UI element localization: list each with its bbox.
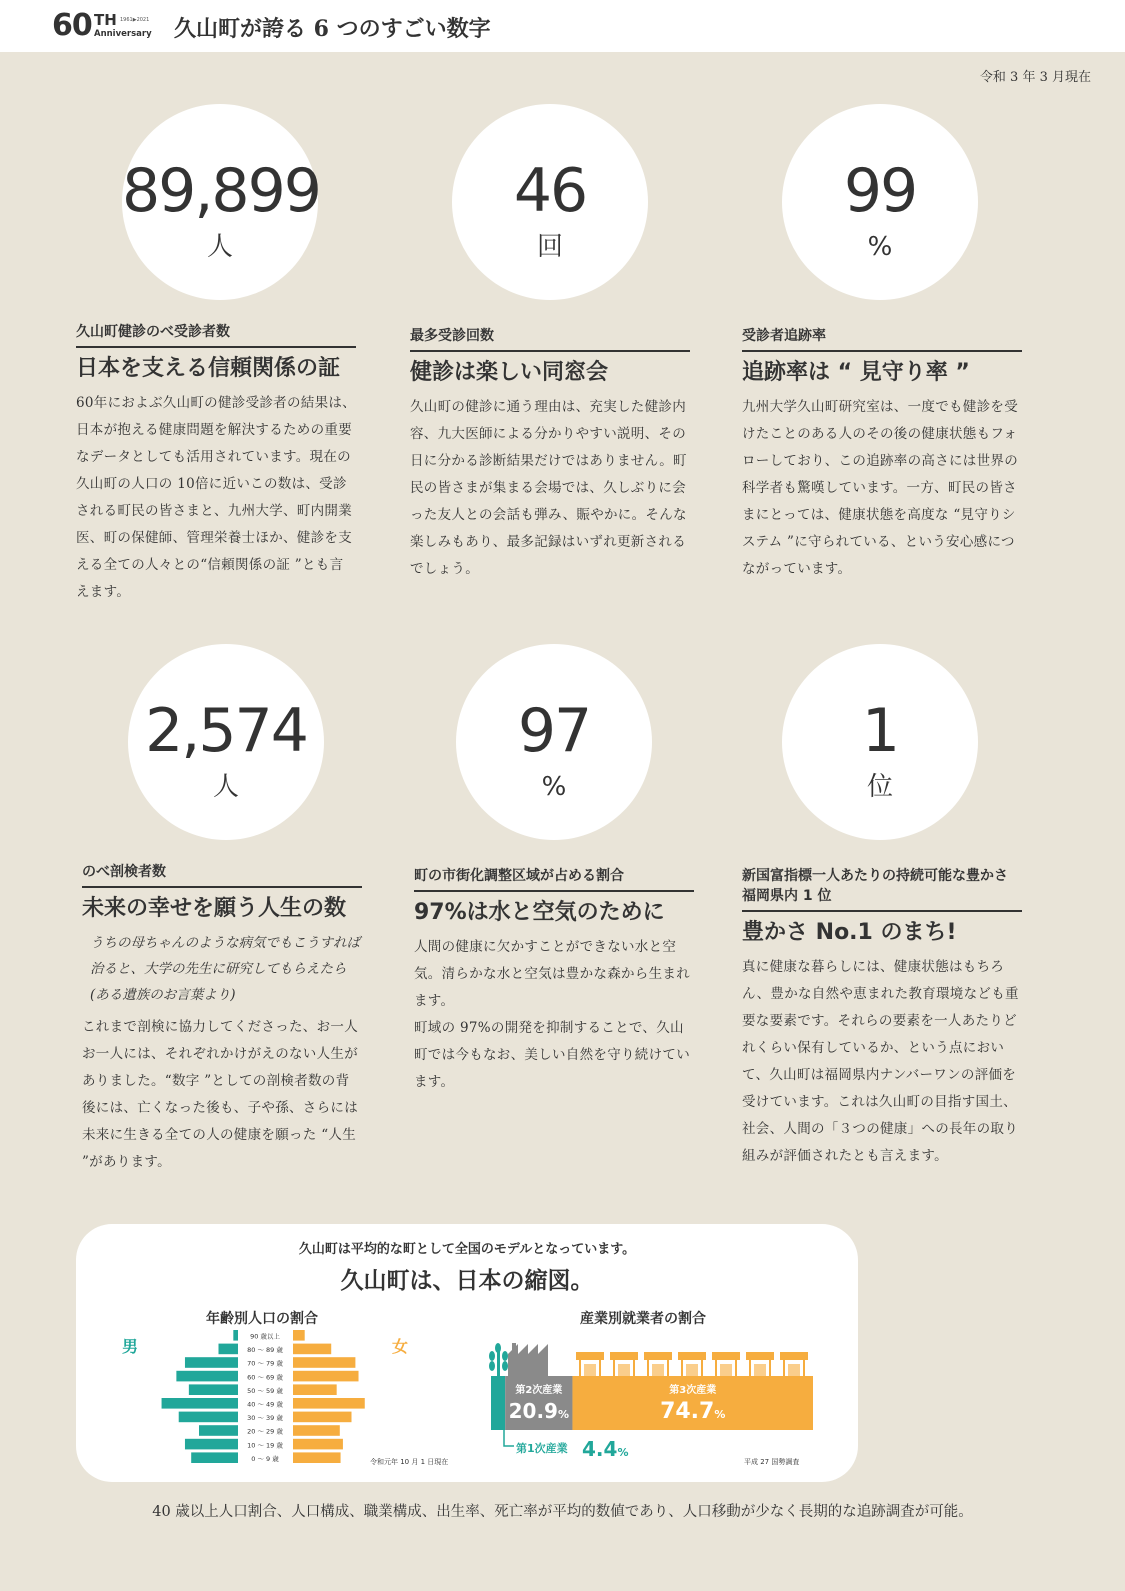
pyramid-bar-female xyxy=(293,1425,340,1436)
stat-number: 2,574 xyxy=(145,696,307,766)
logo-th: TH xyxy=(94,11,117,29)
pyramid-age-label: 70 ～ 79 歳 xyxy=(247,1359,283,1368)
shop-window xyxy=(720,1364,732,1376)
shop-awning xyxy=(746,1352,774,1360)
stat-unit: 人 xyxy=(212,772,239,802)
pyramid-age-label: 90 歳以上 xyxy=(250,1332,280,1341)
logo-anniversary: Anniversary xyxy=(94,29,152,39)
shop-awning xyxy=(712,1352,740,1360)
legend-male: 男 xyxy=(122,1337,139,1356)
logo-number: 60 xyxy=(52,8,92,43)
stat-article-3 xyxy=(742,326,1022,583)
stat-article-4 xyxy=(82,862,362,1176)
industry-unit: % xyxy=(557,1408,570,1421)
population-pyramid xyxy=(122,1330,448,1466)
shop-pillar xyxy=(579,1360,581,1376)
industry-segment-label: 第2次産業 xyxy=(515,1385,563,1396)
stat-circle-3 xyxy=(782,104,978,300)
page-header xyxy=(0,0,1125,52)
shop-pillar xyxy=(701,1360,703,1376)
stat-label: 町の市街化調整区域が占める割合 xyxy=(414,866,694,892)
stat-unit: % xyxy=(867,232,893,262)
stat-circle-2 xyxy=(452,104,648,300)
industry-unit: % xyxy=(617,1446,629,1459)
stat-article-5 xyxy=(414,866,694,1096)
logo-years: 1961▶2021 xyxy=(120,17,150,23)
pyramid-age-label: 30 ～ 39 歳 xyxy=(247,1414,283,1423)
shop-awning xyxy=(610,1352,638,1360)
shop-awning xyxy=(576,1352,604,1360)
factory-icon xyxy=(508,1343,548,1376)
shop-pillar xyxy=(647,1360,649,1376)
industry-segment-label: 第3次産業 xyxy=(669,1385,717,1396)
pyramid-bar-female xyxy=(293,1398,365,1409)
page-title: 久山町が誇る 6 つのすごい数字 xyxy=(174,16,491,42)
shop-pillar xyxy=(715,1360,717,1376)
pyramid-bar-female xyxy=(293,1357,355,1368)
stat-number: 99 xyxy=(843,156,917,226)
pyramid-age-label: 50 ～ 59 歳 xyxy=(247,1386,283,1395)
legend-female: 女 xyxy=(392,1337,409,1356)
industry-segment-value: 20.9% xyxy=(508,1399,570,1423)
shop-icons xyxy=(576,1352,808,1376)
stat-label: 新国富指標一人あたりの持続可能な豊かさ 福岡県内 1 位 xyxy=(742,866,1022,912)
shop-pillar xyxy=(667,1360,669,1376)
pyramid-age-label: 80 ～ 89 歳 xyxy=(247,1346,283,1355)
stat-body: 真に健康な暮らしには、健康状態はもちろん、豊かな自然や恵まれた教育環境なども重要な要素です。それらの要素を一人あたりどれくらい保有しているか、という点において、久山町は福岡県内ナンバーワンの評価を受けています。これは久山町の目指す国土、社会、人間の「３つの健康」への長年の取り組みが評価されたとも言えます。 xyxy=(742,959,1019,1164)
stat-body: 人間の健康に欠かすことができない水と空気。清らかな水と空気は豊かな森から生まれます。 町域の 97%の開発を抑制することで、久山町では今もなお、美しい自然を守り続けています。 xyxy=(414,939,690,1090)
shop-pillar xyxy=(803,1360,805,1376)
stat-article-6 xyxy=(742,866,1022,1170)
pyramid-bar-female xyxy=(293,1344,331,1355)
pyramid-title: 年齢別人口の割合 xyxy=(206,1311,318,1327)
stat-article-2 xyxy=(410,326,690,583)
stat-number: 97 xyxy=(517,696,591,766)
industry-first-label: 第1次産業 xyxy=(516,1442,568,1455)
industry-title: 産業別就業者の割合 xyxy=(580,1311,706,1327)
shop-pillar xyxy=(769,1360,771,1376)
pyramid-age-label: 20 ～ 29 歳 xyxy=(247,1427,283,1436)
stat-circle-4 xyxy=(128,644,324,840)
pyramid-age-label: 10 ～ 19 歳 xyxy=(247,1441,283,1450)
stat-number: 1 xyxy=(861,696,899,766)
wheat-icon xyxy=(489,1343,508,1376)
stat-heading: 97%は水と空気のために xyxy=(414,900,665,925)
shop-pillar xyxy=(613,1360,615,1376)
pyramid-bar-male xyxy=(189,1384,238,1395)
pyramid-bar-female xyxy=(293,1412,352,1423)
shop-awning xyxy=(780,1352,808,1360)
shop-window xyxy=(788,1364,800,1376)
stat-heading: 豊かさ No.1 のまち! xyxy=(742,920,957,945)
stat-body: 九州大学久山町研究室は、一度でも健診を受けたことのある人のその後の健康状態もフォローしており、この追跡率の高さには世界の科学者も驚嘆しています。一方、町民の皆さまにとっては、健康状態を高度な “見守りシステム ”に守られている、という安心感につながっています。 xyxy=(742,399,1018,577)
industry-first-value: 4.4% xyxy=(582,1437,629,1461)
shop-pillar xyxy=(749,1360,751,1376)
stat-heading: 日本を支える信頼関係の証 xyxy=(76,356,341,381)
charts-svg xyxy=(76,1224,858,1482)
pyramid-bar-female xyxy=(293,1439,343,1450)
pyramid-bar-male xyxy=(179,1412,238,1423)
shop-pillar xyxy=(633,1360,635,1376)
pyramid-bar-male xyxy=(191,1452,238,1463)
industry-segment xyxy=(491,1376,505,1430)
summary-subtitle: 久山町は平均的な町として全国のモデルとなっています。 xyxy=(298,1242,636,1257)
stat-quote: うちの母ちゃんのような病気でもこうすれば治ると、大学の先生に研究してもらえたら (ある遺族のお言葉より) xyxy=(90,935,360,1003)
stat-unit: 位 xyxy=(866,772,893,802)
pyramid-bar-female xyxy=(293,1371,359,1382)
stat-label: のべ剖検者数 xyxy=(82,862,362,888)
stat-article-1 xyxy=(76,322,356,606)
pyramid-age-label: 40 ～ 49 歳 xyxy=(247,1400,283,1409)
stat-body: 60年におよぶ久山町の健診受診者の結果は、日本が抱える健康問題を解決するための重要なデータとしても活用されています。現在の久山町の人口の 10倍に近いこの数は、受診される町民の皆さまと、九州大学、町内開業医、町の保健師、管理栄養士ほか、健診を支える全ての人々との“信頼関係の証 ”とも言えます。 xyxy=(76,395,356,600)
stat-heading: 追跡率は “ 見守り率 ” xyxy=(742,360,970,385)
stat-body: これまで剖検に協力してくださった、お一人お一人には、それぞれかけがえのない人生がありました。“数字 ”としての剖検者数の背後には、亡くなった後も、子や孫、さらには未来に生きる全ての人の健康を願った “人生 ”があります。 xyxy=(82,1019,358,1170)
stat-unit: 人 xyxy=(206,232,233,262)
industry-note: 平成 27 国勢調査 xyxy=(744,1458,800,1466)
pyramid-age-label: 0 ～ 9 歳 xyxy=(251,1454,279,1463)
stat-label: 久山町健診のべ受診者数 xyxy=(76,322,356,348)
shop-window xyxy=(584,1364,596,1376)
summary-title: 久山町は、日本の縮図。 xyxy=(340,1268,594,1294)
stat-unit: % xyxy=(541,772,567,802)
industry-chart xyxy=(489,1343,813,1466)
industry-unit: % xyxy=(714,1408,726,1421)
summary-footnote: 40 歳以上人口割合、人口構成、職業構成、出生率、死亡率が平均的数値であり、人口移動が少なく長期的な追跡調査が可能。 xyxy=(152,1504,973,1520)
pyramid-note: 令和元年 10 月 1 日現在 xyxy=(370,1458,449,1466)
industry-segment-value: 74.7% xyxy=(660,1399,726,1424)
shop-awning xyxy=(644,1352,672,1360)
summary-card xyxy=(76,1224,858,1482)
shop-window xyxy=(618,1364,630,1376)
shop-window xyxy=(652,1364,664,1376)
shop-pillar xyxy=(735,1360,737,1376)
pyramid-bar-male xyxy=(185,1357,238,1368)
stat-number: 89,899 xyxy=(122,156,320,226)
pyramid-age-label: 60 ～ 69 歳 xyxy=(247,1373,283,1382)
stat-unit: 回 xyxy=(536,232,563,262)
pyramid-bar-female xyxy=(293,1330,305,1341)
shop-pillar xyxy=(783,1360,785,1376)
pyramid-bar-male xyxy=(185,1439,238,1450)
pyramid-bar-female xyxy=(293,1452,341,1463)
pyramid-bar-male xyxy=(162,1398,238,1409)
stat-number: 46 xyxy=(513,156,587,226)
stat-circle-1 xyxy=(122,104,318,300)
stat-circle-6 xyxy=(782,644,978,840)
shop-awning xyxy=(678,1352,706,1360)
stat-heading: 未来の幸せを願う人生の数 xyxy=(82,896,347,921)
shop-pillar xyxy=(599,1360,601,1376)
pyramid-bar-female xyxy=(293,1384,337,1395)
shop-window xyxy=(686,1364,698,1376)
shop-pillar xyxy=(681,1360,683,1376)
stat-body: 久山町の健診に通う理由は、充実した健診内容、九大医師による分かりやすい説明、その日に分かる診断結果だけではありません。町民の皆さまが集まる会場では、久しぶりに会った友人との会話も弾み、賑やかに。そんな楽しみもあり、最多記録はいずれ更新されるでしょう。 xyxy=(410,399,687,577)
industry-callout-line xyxy=(504,1430,514,1446)
stat-label: 受診者追跡率 xyxy=(742,326,1022,352)
as-of-date: 令和 3 年 3 月現在 xyxy=(979,70,1091,85)
shop-window xyxy=(754,1364,766,1376)
pyramid-bar-male xyxy=(199,1425,238,1436)
pyramid-bar-male xyxy=(233,1330,238,1341)
pyramid-bar-male xyxy=(219,1344,239,1355)
pyramid-bar-male xyxy=(176,1371,238,1382)
stat-heading: 健診は楽しい同窓会 xyxy=(410,360,609,385)
stat-label: 最多受診回数 xyxy=(410,326,690,352)
stat-circle-5 xyxy=(456,644,652,840)
